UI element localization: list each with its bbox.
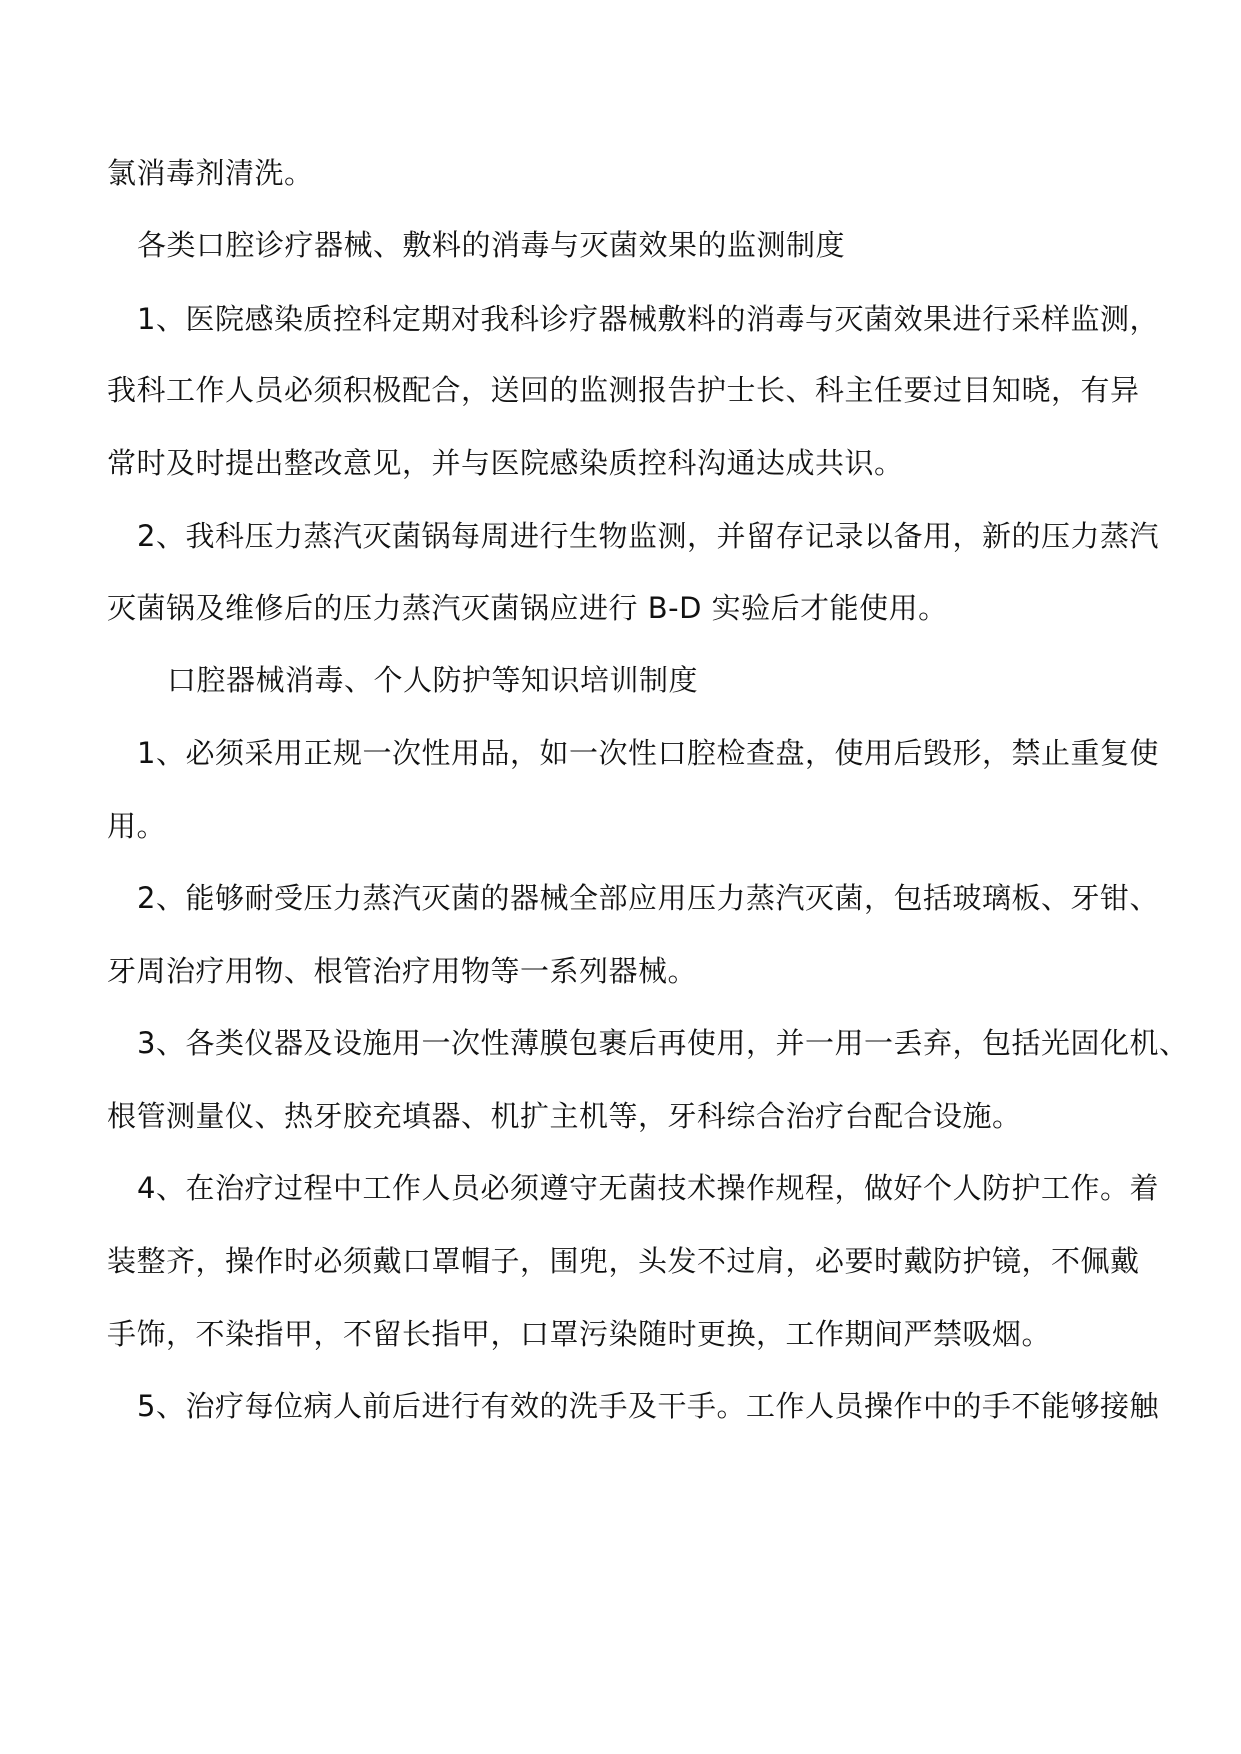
paragraph-line: 4、在治疗过程中工作人员必须遵守无菌技术操作规程，做好个人防护工作。着 <box>137 1171 1159 1205</box>
paragraph-line: 1、医院感染质控科定期对我科诊疗器械敷料的消毒与灭菌效果进行采样监测， <box>137 302 1159 336</box>
paragraph-line: 手饰，不染指甲，不留长指甲，口罩污染随时更换，工作期间严禁吸烟。 <box>107 1317 1052 1351</box>
paragraph-line: 我科工作人员必须积极配合，送回的监测报告护士长、科主任要过目知晓，有异 <box>107 373 1140 407</box>
paragraph-line: 3、各类仪器及设施用一次性薄膜包裹后再使用，并一用一丢弃，包括光固化机、 <box>137 1026 1189 1060</box>
paragraph-line: 2、我科压力蒸汽灭菌锅每周进行生物监测，并留存记录以备用，新的压力蒸汽 <box>137 519 1159 553</box>
section-heading: 口腔器械消毒、个人防护等知识培训制度 <box>167 663 699 697</box>
paragraph-line: 根管测量仪、热牙胶充填器、机扩主机等，牙科综合治疗台配合设施。 <box>107 1099 1022 1133</box>
paragraph-line: 2、能够耐受压力蒸汽灭菌的器械全部应用压力蒸汽灭菌，包括玻璃板、牙钳、 <box>137 881 1159 915</box>
paragraph-line: 用。 <box>107 809 167 843</box>
paragraph-line: 1、必须采用正规一次性用品，如一次性口腔检查盘，使用后毁形，禁止重复使 <box>137 736 1159 770</box>
paragraph-line: 牙周治疗用物、根管治疗用物等一系列器械。 <box>107 954 698 988</box>
paragraph-line: 灭菌锅及维修后的压力蒸汽灭菌锅应进行 B-D 实验后才能使用。 <box>107 591 948 625</box>
paragraph-line: 常时及时提出整改意见，并与医院感染质控科沟通达成共识。 <box>107 446 904 480</box>
paragraph-line: 5、治疗每位病人前后进行有效的洗手及干手。工作人员操作中的手不能够接触 <box>137 1389 1159 1423</box>
section-heading: 各类口腔诊疗器械、敷料的消毒与灭菌效果的监测制度 <box>137 228 846 262</box>
paragraph-line: 氯消毒剂清洗。 <box>107 156 314 190</box>
paragraph-line: 装整齐，操作时必须戴口罩帽子，围兜，头发不过肩，必要时戴防护镜，不佩戴 <box>107 1244 1140 1278</box>
